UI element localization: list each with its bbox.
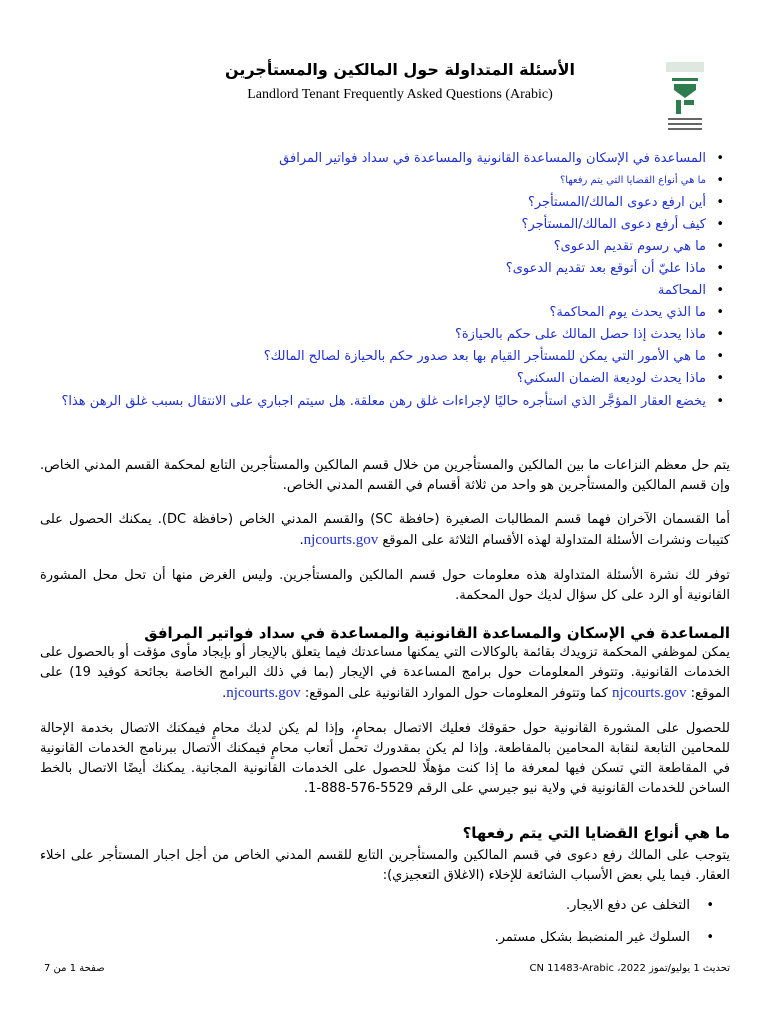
toc-link-tenant-options[interactable]: • ما هي الأمور التي يمكن للمستأجر القيام بها بعد صدور حكم بالحيازة لصالح المالك؟: [36, 348, 706, 366]
assistance-paragraph-1: [40, 643, 730, 704]
assistance-paragraph-1-end: .: [222, 686, 227, 701]
intro-paragraph-2: [40, 510, 730, 551]
case-types-paragraph: يتوجب على المالك رفع دعوى في قسم المالكين والمستأجرين التابع للقسم المدني الخاص من أجل اجبار المستأجر على اخلاء العقار. فيما يلي بعض الأسباب الشائعة للإخلاء (الاغلاق التعجيزي):: [40, 848, 730, 883]
toc-link-trial-day[interactable]: • ما الذي يحدث يوم المحاكمة؟: [36, 304, 706, 322]
assistance-paragraph-1-mid: كما وتتوفر المعلومات حول الموارد القانونية على الموقع:: [300, 686, 612, 701]
intro-paragraph-3: توفر لك نشرة الأسئلة المتداولة هذه معلومات حول قسم المالكين والمستأجرين. وليس الغرض منها أن تحل محل المشورة القانونية أو الرد على كل سؤال لديك حول المحكمة.: [40, 568, 730, 603]
toc-link-what-to-expect[interactable]: • ماذا عليّ أن أتوقع بعد تقديم الدعوى؟: [36, 260, 706, 278]
table-of-contents: [36, 150, 730, 416]
toc-link-filing-fees[interactable]: • ما هي رسوم تقديم الدعوى؟: [36, 238, 706, 256]
eviction-reasons-list: [94, 896, 714, 960]
toc-link-foreclosure[interactable]: • يخضع العقار المؤجَّر الذي استأجره حاليًا لإجراءات غلق رهن معلقة. هل سيتم اجباري على الانتقال بسبب غلق الرهن هذا؟: [36, 392, 706, 412]
njcourts-link[interactable]: njcourts.gov: [303, 532, 379, 548]
page-title-english: Landlord Tenant Frequently Asked Questions (Arabic): [247, 87, 553, 102]
page-number: صفحة 1 من 7: [44, 963, 105, 974]
page-title-arabic: الأسئلة المتداولة حول المالكين والمستأجرين: [224, 60, 576, 79]
list-item: • السلوك غير المنضبط بشكل مستمر.: [94, 928, 714, 948]
assistance-paragraph-1-text: يمكن لموظفي المحكمة تزويدك بقائمة بالوكالات التي يمكنها مساعدتك فيما يتعلق بالإيجار أو بإيجاد مأوى مؤقت أو بالحصول على الخدمات القانونية. وتتوفر المعلومات حول برامج المساعدة في الإيجار (بما في ذلك البرامج الخاصة بجائحة كوفيد 19) على الموقع:: [40, 645, 730, 701]
toc-link-judgment-possession[interactable]: • ماذا يحدث إذا حصل المالك على حكم بالحيازة؟: [36, 326, 706, 344]
list-item: • التخلف عن دفع الايجار.: [94, 896, 714, 916]
assistance-paragraph-2: للحصول على المشورة القانونية حول حقوقك فعليك الاتصال بمحامٍ، وإذا لم يكن لديك محامٍ فيمكنك الاتصال بخدمة الإحالة للمحامين التابعة لنقابة المحامين بالمقاطعة. وإذا لم يكن بمقدورك تحمل أتعاب محامٍ فيمكنك الاتصال ببرنامج الخدمات القانونية في المقاطعة التي تسكن فيها لمعرفة ما إذا كنت مؤهلًا للحصول على الخدمات القانونية المجانية. يمكنك أيضًا الاتصال بالخط الساخن للخدمات القانونية في ولاية نيو جيرسي على الرقم 5529-576-888-1.: [40, 721, 730, 796]
toc-link-security-deposit[interactable]: • ماذا يحدث لوديعة الضمان السكني؟: [36, 370, 706, 388]
intro-paragraph-2-text: أما القسمان الآخران فهما قسم المطالبات الصغيرة (حافظة SC) والقسم المدني الخاص (حافظة DC). يمكنك الحصول على كتيبات ونشرات الأسئلة المتداولة لهذه الأقسام الثلاثة على الموقع: [40, 512, 730, 548]
toc-link-where-to-file[interactable]: • أين ارفع دعوى المالك/المستأجر؟: [36, 194, 706, 212]
revision-note: تحديث 1 يوليو/تموز 2022، CN 11483-Arabic: [529, 963, 730, 974]
njcourts-rental-link[interactable]: njcourts.gov: [611, 685, 687, 701]
courts-seal-icon: [664, 60, 706, 132]
section-heading-case-types: ما هي أنواع القضايا التي يتم رفعها؟: [462, 824, 730, 842]
section-heading-assistance: المساعدة في الإسكان والمساعدة القانونية والمساعدة في سداد فواتير المرافق: [144, 624, 730, 642]
njcourts-legal-resources-link[interactable]: njcourts.gov: [226, 685, 301, 701]
toc-link-how-to-file[interactable]: • كيف أرفع دعوى المالك/المستأجر؟: [36, 216, 706, 234]
toc-link-housing-legal-utility[interactable]: • المساعدة في الإسكان والمساعدة القانونية والمساعدة في سداد فواتير المرافق: [36, 150, 706, 168]
toc-link-trial[interactable]: • المحاكمة: [36, 282, 706, 300]
intro-paragraph-2-end: .: [299, 533, 304, 548]
toc-link-case-types[interactable]: • ما هي أنواع القضايا التي يتم رفعها؟: [36, 172, 706, 190]
intro-paragraph-1: يتم حل معظم النزاعات ما بين المالكين والمستأجرين من خلال قسم المالكين والمستأجرين التابع لمحكمة القسم المدني الخاص. وإن قسم المالكين والمستأجرين هو واحد من ثلاثة أقسام في القسم المدني الخاص.: [40, 458, 730, 493]
